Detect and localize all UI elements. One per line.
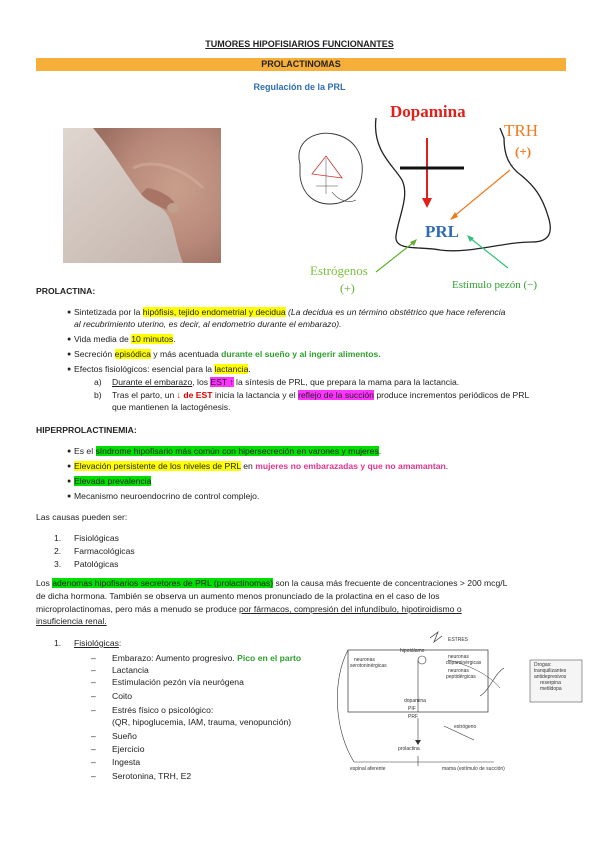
fisiologica-item: Serotonina, TRH, E2: [112, 771, 192, 781]
prolactina-heading: PROLACTINA:: [36, 286, 96, 296]
fisiologica-detail: (QR, hipoglucemia, IAM, trauma, venopunción): [112, 717, 292, 727]
underlined-text: Durante el embarazo: [112, 377, 193, 387]
d2-neuronas-sero-2: serotoninérgicas: [350, 663, 387, 669]
d2-drogas-1: Drogas:: [534, 662, 552, 668]
breast-photo-art: [63, 128, 221, 263]
dash: –: [91, 744, 96, 754]
dash: –: [91, 705, 96, 715]
list-number: 1.: [54, 533, 62, 543]
paragraph-line-3: [36, 603, 566, 615]
d2-neuronas-dopa-1: neuronas: [448, 654, 469, 660]
text: en: [240, 461, 256, 471]
prolactina-bullet-1-cont: [74, 318, 342, 330]
fisiologica-item: Sueño: [112, 731, 137, 741]
d2-neuronas-dopa-2: dopaminérgicas: [446, 660, 482, 666]
d2-drogas-5: metildopa: [540, 686, 562, 692]
causa-item: Fisiológicas: [74, 533, 119, 543]
d2-neuronas-sero-1: neuronas: [354, 657, 375, 663]
d2-drogas-4: reserpina: [540, 680, 561, 686]
d2-neuronas-pep-1: neuronas: [448, 668, 469, 674]
prolactina-bullet-2: [74, 333, 176, 345]
paragraph-line-1: [36, 577, 566, 589]
dash: –: [91, 771, 96, 781]
sub-item-b-cont: que mantienen la lactogénesis.: [112, 402, 231, 412]
dopamina-label: Dopamina: [390, 102, 466, 121]
underlined-text: Fisiológicas: [74, 638, 119, 648]
list-number: 2.: [54, 546, 62, 556]
text: , los: [192, 377, 211, 387]
text: .: [378, 446, 382, 456]
underlined-text: insuficiencia renal.: [36, 616, 107, 626]
text: al recubrimiento uterino, es decir, al endometrio durante el embarazo).: [74, 319, 342, 329]
underlined-text: por fármacos, compresión del infundíbulo, hipotiroidismo o: [239, 604, 462, 614]
green-text: Pico en el parto: [237, 653, 302, 663]
highlight: síndrome hipofisario más común con hipersecreción en varones y mujeres: [95, 446, 379, 456]
dash: –: [91, 665, 96, 675]
text: Sintetizada por la: [74, 307, 143, 317]
breast-photo: [63, 128, 221, 263]
fisiologica-item: Ingesta: [112, 757, 141, 767]
text: (La decidua es un término obstétrico que hace referencia: [285, 307, 506, 317]
highlight: episódica: [114, 349, 151, 359]
pezon-label: Estímulo pezón (−): [452, 279, 538, 291]
d2-estres: ESTRES: [448, 637, 469, 643]
prolactina-bullet-4: [74, 363, 251, 375]
highlight: EST ↑: [210, 377, 234, 387]
text: son la causa más frecuente de concentraciones > 200 mcg/L: [273, 578, 508, 588]
d2-drogas-3: antidepresivos: [534, 674, 567, 680]
dash: –: [91, 677, 96, 687]
paragraph-line-2: de dicha hormona. También se observa un aumento menos pronunciado de la prolactina en el caso de los: [36, 591, 440, 601]
prl-regulation-diagram: [272, 96, 568, 296]
hiper-bullet-4: Mecanismo neuroendocrino de control complejo.: [74, 491, 260, 501]
dash: –: [91, 757, 96, 767]
d2-espinal: espinal aferente: [350, 766, 386, 772]
highlight: lactancia: [214, 364, 249, 374]
bullet-dot: ●: [67, 366, 72, 373]
prolactina-bullet-1: [74, 306, 505, 318]
fisiologica-item: Estimulación pezón vía neurógena: [112, 677, 244, 687]
highlight: Elevada prevalencia: [74, 476, 152, 486]
d2-estrogeno: estrógeno: [454, 724, 477, 730]
neuroendocrine-lines: [324, 630, 588, 782]
hiper-bullet-3: [74, 475, 151, 487]
causa-item: Farmacológicas: [74, 546, 135, 556]
dash: –: [91, 653, 96, 663]
d2-mama: mama (estímulo de succión): [442, 766, 505, 772]
d2-prf: PRF: [408, 714, 418, 720]
causas-intro: Las causas pueden ser:: [36, 512, 128, 522]
sub-item-a-label: a): [94, 377, 102, 387]
bullet-dot: ●: [67, 463, 72, 470]
d2-prolactina: prolactina: [398, 746, 420, 752]
d2-hipotalamo: hipotálamo: [400, 648, 425, 654]
list-number: 1.: [54, 638, 62, 648]
text: Embarazo: Aumento progresivo.: [112, 653, 238, 663]
neuroendocrine-diagram: [324, 630, 588, 782]
causa-item: Patológicas: [74, 559, 119, 569]
section-subtitle: Regulación de la PRL: [253, 82, 346, 92]
text: Efectos fisiológicos: esencial para la: [74, 364, 215, 374]
bullet-dot: ●: [67, 336, 72, 343]
bullet-dot: ●: [67, 309, 72, 316]
fisiologica-item: [112, 652, 301, 664]
text: y más acentuada: [150, 349, 222, 359]
hiper-heading: HIPERPROLACTINEMIA:: [36, 425, 137, 435]
sub-item-a: [112, 376, 459, 388]
list-number: 3.: [54, 559, 62, 569]
estrogenos-label: Estrógenos: [310, 263, 368, 278]
d2-drogas-2: tranquilizantes: [534, 668, 567, 674]
highlight: hipófisis, tejido endometrial y decidua: [142, 307, 286, 317]
trh-sign: (+): [515, 144, 532, 159]
text: Es el: [74, 446, 96, 456]
text: produce incrementos periódicos de PRL: [373, 390, 530, 400]
hiper-bullet-1: [74, 445, 381, 457]
text: .: [173, 334, 176, 344]
text: Vida media de: [74, 334, 132, 344]
text: inicia la lactancia y el: [212, 390, 298, 400]
trh-label: TRH: [504, 121, 538, 140]
fisiologica-item: Lactancia: [112, 665, 149, 675]
text: la síntesis de PRL, que prepara la mama para la lactancia.: [233, 377, 460, 387]
fisiologicas-heading: [74, 637, 121, 649]
fisiologica-item: Ejercicio: [112, 744, 145, 754]
document-title: TUMORES HIPOFISIARIOS FUNCIONANTES: [205, 39, 394, 49]
fisiologica-item: Coito: [112, 691, 133, 701]
d2-dopamina: dopamina: [404, 698, 426, 704]
highlight: adenomas hipofisarios secretores de PRL (prolactinomas): [52, 578, 274, 588]
hiper-bullet-2: [74, 460, 448, 472]
sub-item-b: [112, 389, 529, 401]
dash: –: [91, 691, 96, 701]
prolactina-bullet-3: [74, 348, 381, 360]
highlight: reflejo de la succión: [298, 390, 374, 400]
red-text: ↓ de EST: [176, 390, 213, 400]
text: microprolactinomas, pero más a menudo se produce: [36, 604, 240, 614]
paragraph-line-4: [36, 615, 107, 627]
bullet-dot: ●: [67, 448, 72, 455]
text: :: [118, 638, 122, 648]
highlight: 10 minutos: [131, 334, 174, 344]
text: Tras el parto, un: [112, 390, 177, 400]
d2-pif: PIF: [408, 706, 416, 712]
d2-neuronas-pep-2: peptidérgicas: [446, 674, 476, 680]
bullet-dot: ●: [67, 493, 72, 500]
text: .: [445, 461, 449, 471]
text: .: [248, 364, 251, 374]
pink-text: mujeres no embarazadas y que no amamantan: [255, 461, 446, 471]
estrogenos-sign: (+): [340, 281, 355, 295]
bullet-dot: ●: [67, 478, 72, 485]
text: Los: [36, 578, 53, 588]
sub-item-b-label: b): [94, 390, 102, 400]
text: Secreción: [74, 349, 115, 359]
highlight: Elevación persistente de los niveles de PRL: [74, 461, 241, 471]
bullet-dot: ●: [67, 351, 72, 358]
dash: –: [91, 731, 96, 741]
prl-label: PRL: [425, 222, 459, 241]
fisiologica-item: Estrés físico o psicológico:: [112, 705, 214, 715]
green-text: durante el sueño y al ingerir alimentos.: [221, 349, 381, 359]
section-banner: PROLACTINOMAS: [36, 58, 566, 71]
